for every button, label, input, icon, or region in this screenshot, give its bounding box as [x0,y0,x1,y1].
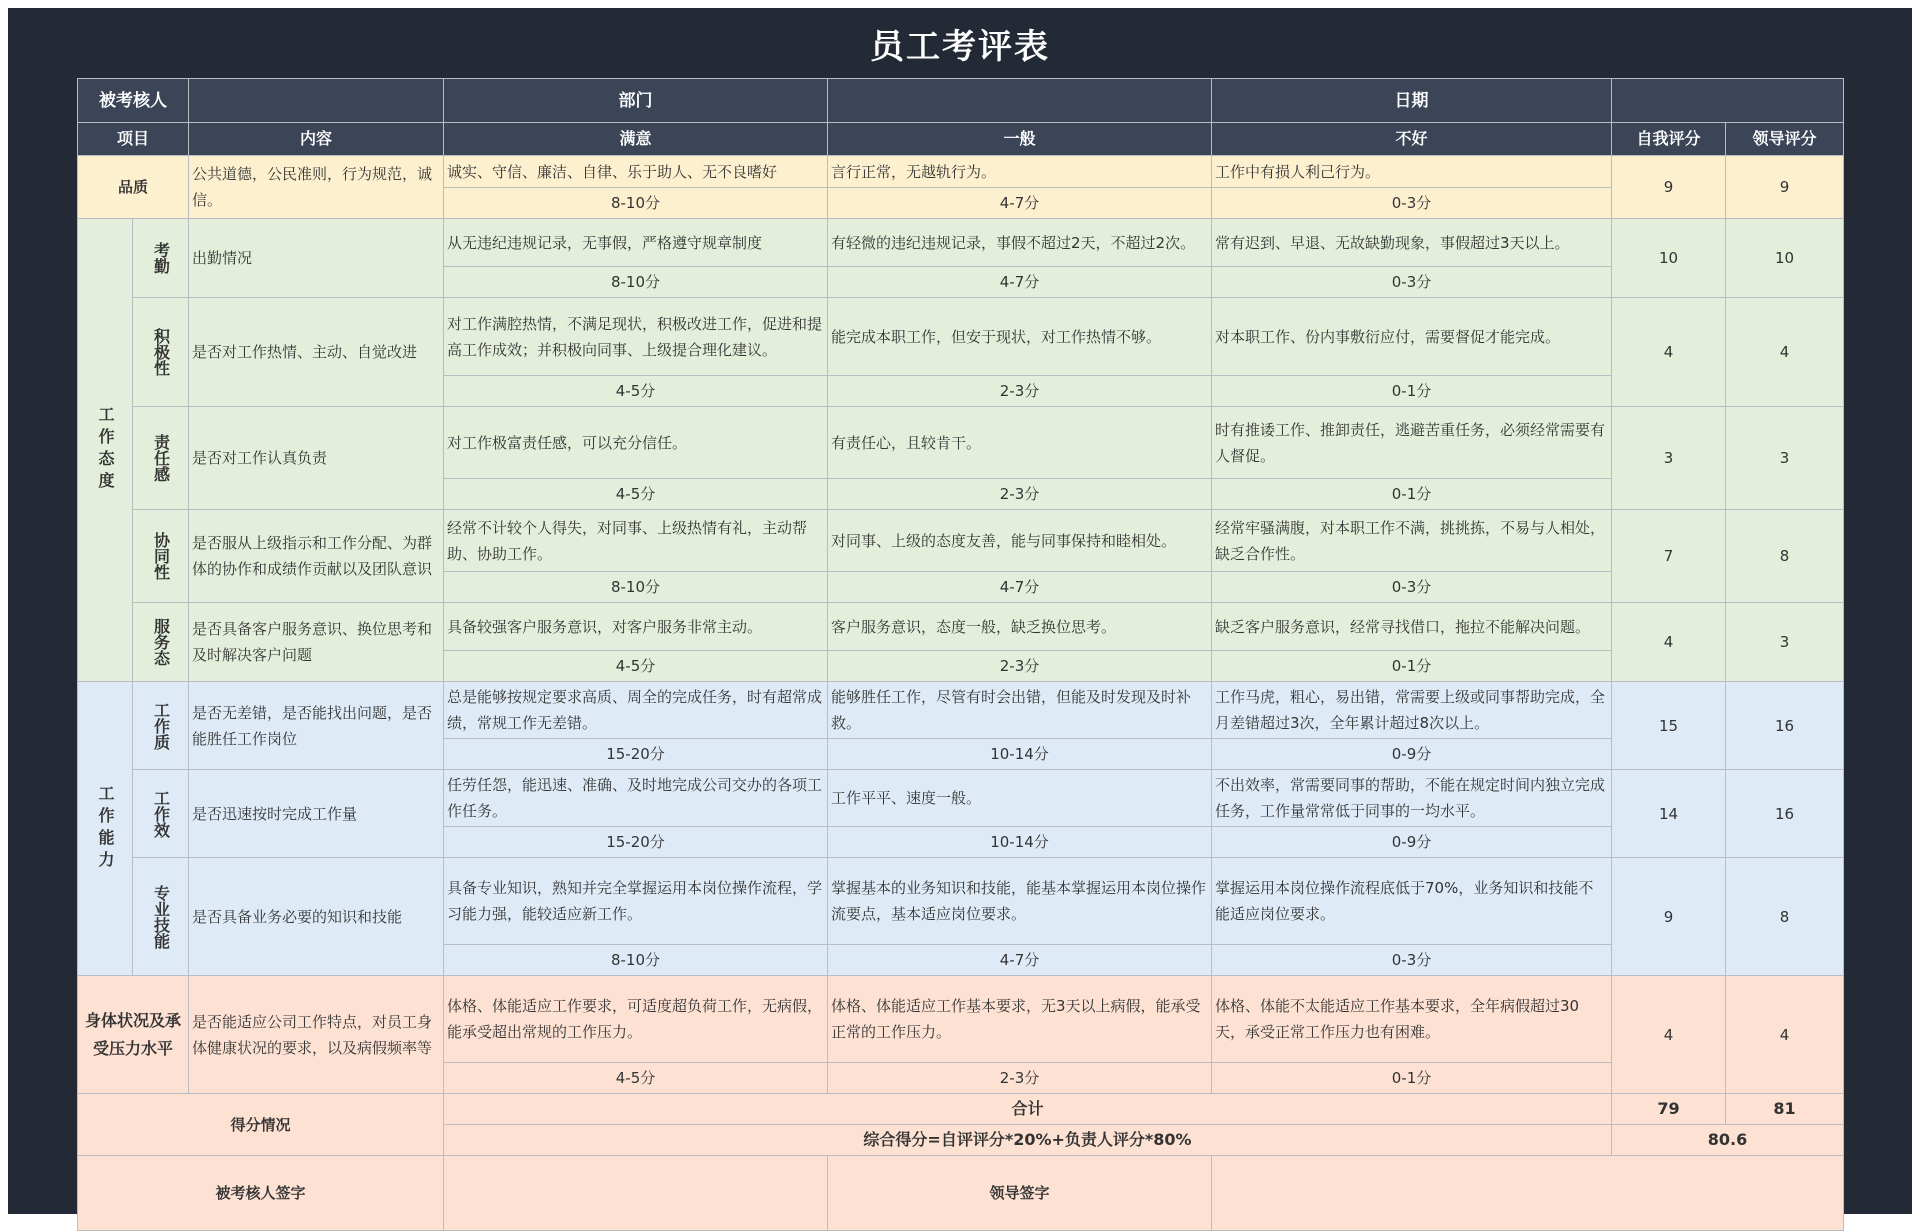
attitude-good: 从无违纪违规记录，无事假，严格遵守规章制度 [444,219,828,267]
attitude-good: 对工作极富责任感，可以充分信任。 [444,407,828,479]
health-content: 是否能适应公司工作特点，对员工身体健康状况的要求，以及病假频率等 [189,976,444,1094]
ability-bad-score: 0-9分 [1212,827,1612,858]
quality-good-score: 8-10分 [444,188,828,219]
ability-avg-score: 10-14分 [828,827,1212,858]
ability-avg-score: 4-7分 [828,945,1212,976]
attitude-good-score: 8-10分 [444,267,828,298]
col-good: 满意 [444,123,828,156]
attitude-avg-score: 2-3分 [828,376,1212,407]
ability-sub-label: 工作效 [133,770,189,858]
attitude-sub-label: 协同性 [133,510,189,603]
attitude-bad-score: 0-1分 [1212,651,1612,682]
attitude-self-score[interactable]: 4 [1612,298,1726,407]
ability-good-score: 15-20分 [444,739,828,770]
ability-bad: 不出效率，常需要同事的帮助，不能在规定时间内独立完成任务，工作量常常低于同事的一均水平。 [1212,770,1612,827]
examinee-signature-field[interactable] [444,1156,828,1231]
examinee-signature-label: 被考核人签字 [78,1156,444,1231]
attitude-self-score[interactable]: 4 [1612,603,1726,682]
ability-content: 是否无差错，是否能找出问题，是否能胜任工作岗位 [189,682,444,770]
attitude-avg-score: 4-7分 [828,572,1212,603]
quality-content: 公共道德，公民准则，行为规范，诚信。 [189,156,444,219]
col-item: 项目 [78,123,189,156]
attitude-avg: 能完成本职工作，但安于现状，对工作热情不够。 [828,298,1212,376]
quality-label: 品质 [78,156,189,219]
quality-bad: 工作中有损人利己行为。 [1212,156,1612,188]
health-self-score[interactable]: 4 [1612,976,1726,1094]
ability-content: 是否迅速按时完成工作量 [189,770,444,858]
attitude-bad: 时有推诿工作、推卸责任，逃避苦重任务，必须经常需要有人督促。 [1212,407,1612,479]
attitude-avg-score: 4-7分 [828,267,1212,298]
ability-bad: 工作马虎，粗心，易出错，常需要上级或同事帮助完成，全月差错超过3次，全年累计超过8次以上。 [1212,682,1612,739]
ability-content: 是否具备业务必要的知识和技能 [189,858,444,976]
col-avg: 一般 [828,123,1212,156]
sheet-frame [8,8,1912,1214]
self-total: 79 [1612,1094,1726,1125]
ability-avg-score: 10-14分 [828,739,1212,770]
ability-leader-score[interactable]: 8 [1726,858,1844,976]
col-self-score: 自我评分 [1612,123,1726,156]
attitude-content: 出勤情况 [189,219,444,298]
ability-bad-score: 0-9分 [1212,739,1612,770]
ability-avg: 掌握基本的业务知识和技能，能基本掌握运用本岗位操作流要点，基本适应岗位要求。 [828,858,1212,945]
attitude-self-score[interactable]: 10 [1612,219,1726,298]
ability-leader-score[interactable]: 16 [1726,770,1844,858]
ability-good-score: 15-20分 [444,827,828,858]
ability-leader-score[interactable]: 16 [1726,682,1844,770]
dept-label: 部门 [444,79,828,123]
ability-avg: 能够胜任工作，尽管有时会出错，但能及时发现及时补救。 [828,682,1212,739]
ability-self-score[interactable]: 9 [1612,858,1726,976]
attitude-avg: 客户服务意识，态度一般，缺乏换位思考。 [828,603,1212,651]
attitude-good-score: 4-5分 [444,376,828,407]
attitude-avg-score: 2-3分 [828,651,1212,682]
ability-good: 具备专业知识，熟知并完全掌握运用本岗位操作流程，学习能力强，能较适应新工作。 [444,858,828,945]
attitude-content: 是否服从上级指示和工作分配、为群体的协作和成绩作贡献以及团队意识 [189,510,444,603]
evaluation-table [77,78,1844,1231]
col-bad: 不好 [1212,123,1612,156]
attitude-bad: 经常牢骚满腹，对本职工作不满，挑挑拣，不易与人相处，缺乏合作性。 [1212,510,1612,572]
ability-sub-label: 专业技能 [133,858,189,976]
leader-signature-label: 领导签字 [828,1156,1212,1231]
health-good: 体格、体能适应工作要求，可适度超负荷工作，无病假，能承受超出常规的工作压力。 [444,976,828,1063]
attitude-group-label: 工作态度 [78,219,133,682]
attitude-bad-score: 0-1分 [1212,479,1612,510]
final-score: 80.6 [1612,1125,1844,1156]
ability-bad-score: 0-3分 [1212,945,1612,976]
attitude-sub-label: 服务态 [133,603,189,682]
quality-bad-score: 0-3分 [1212,188,1612,219]
attitude-good-score: 4-5分 [444,479,828,510]
col-content: 内容 [189,123,444,156]
quality-leader-score[interactable]: 9 [1726,156,1844,219]
ability-sub-label: 工作质 [133,682,189,770]
attitude-bad-score: 0-1分 [1212,376,1612,407]
total-label: 合计 [444,1094,1612,1125]
ability-self-score[interactable]: 14 [1612,770,1726,858]
ability-self-score[interactable]: 15 [1612,682,1726,770]
leader-signature-field[interactable] [1212,1156,1844,1231]
date-label: 日期 [1212,79,1612,123]
attitude-leader-score[interactable]: 3 [1726,603,1844,682]
ability-bad: 掌握运用本岗位操作流程底低于70%，业务知识和技能不能适应岗位要求。 [1212,858,1612,945]
date-input[interactable] [1612,79,1844,123]
quality-avg-score: 4-7分 [828,188,1212,219]
page-title: 员工考评表 [870,27,1050,67]
attitude-good-score: 4-5分 [444,651,828,682]
attitude-good-score: 8-10分 [444,572,828,603]
attitude-sub-label: 考勤 [133,219,189,298]
attitude-good: 具备较强客户服务意识，对客户服务非常主动。 [444,603,828,651]
leader-total: 81 [1726,1094,1844,1125]
attitude-content: 是否具备客户服务意识、换位思考和及时解决客户问题 [189,603,444,682]
ability-good: 任劳任怨，能迅速、准确、及时地完成公司交办的各项工作任务。 [444,770,828,827]
ability-group-label: 工作能力 [78,682,133,976]
ability-good-score: 8-10分 [444,945,828,976]
col-leader-score: 领导评分 [1726,123,1844,156]
attitude-bad: 缺乏客户服务意识，经常寻找借口，拖拉不能解决问题。 [1212,603,1612,651]
attitude-leader-score[interactable]: 4 [1726,298,1844,407]
attitude-bad-score: 0-3分 [1212,267,1612,298]
formula: 综合得分=自评评分*20%+负责人评分*80% [444,1125,1612,1156]
attitude-leader-score[interactable]: 8 [1726,510,1844,603]
attitude-content: 是否对工作热情、主动、自觉改进 [189,298,444,407]
health-avg: 体格、体能适应工作基本要求，无3天以上病假，能承受正常的工作压力。 [828,976,1212,1063]
attitude-avg-score: 2-3分 [828,479,1212,510]
summary-label: 得分情况 [78,1094,444,1156]
quality-good: 诚实、守信、廉洁、自律、乐于助人、无不良嗜好 [444,156,828,188]
examinee-name-input[interactable] [189,79,444,123]
health-bad: 体格、体能不太能适应工作基本要求，全年病假超过30天，承受正常工作压力也有困难。 [1212,976,1612,1063]
attitude-avg: 对同事、上级的态度友善，能与同事保持和睦相处。 [828,510,1212,572]
attitude-bad-score: 0-3分 [1212,572,1612,603]
health-label: 身体状况及承受压力水平 [78,976,189,1094]
attitude-avg: 有轻微的违纪违规记录，事假不超过2天，不超过2次。 [828,219,1212,267]
attitude-good: 经常不计较个人得失，对同事、上级热情有礼，主动帮助、协助工作。 [444,510,828,572]
attitude-self-score[interactable]: 3 [1612,407,1726,510]
quality-avg: 言行正常，无越轨行为。 [828,156,1212,188]
attitude-bad: 常有迟到、早退、无故缺勤现象，事假超过3天以上。 [1212,219,1612,267]
attitude-sub-label: 积极性 [133,298,189,407]
attitude-avg: 有责任心，且较肯干。 [828,407,1212,479]
ability-good: 总是能够按规定要求高质、周全的完成任务，时有超常成绩，常规工作无差错。 [444,682,828,739]
examinee-label: 被考核人 [78,79,189,123]
health-good-score: 4-5分 [444,1063,828,1094]
dept-input[interactable] [828,79,1212,123]
health-avg-score: 2-3分 [828,1063,1212,1094]
health-bad-score: 0-1分 [1212,1063,1612,1094]
attitude-leader-score[interactable]: 3 [1726,407,1844,510]
ability-avg: 工作平平、速度一般。 [828,770,1212,827]
attitude-sub-label: 责任感 [133,407,189,510]
attitude-content: 是否对工作认真负责 [189,407,444,510]
quality-self-score[interactable]: 9 [1612,156,1726,219]
attitude-leader-score[interactable]: 10 [1726,219,1844,298]
health-leader-score[interactable]: 4 [1726,976,1844,1094]
attitude-bad: 对本职工作、份内事敷衍应付，需要督促才能完成。 [1212,298,1612,376]
attitude-good: 对工作满腔热情，不满足现状，积极改进工作，促进和提高工作成效；并积极向同事、上级提合理化建议。 [444,298,828,376]
attitude-self-score[interactable]: 7 [1612,510,1726,603]
